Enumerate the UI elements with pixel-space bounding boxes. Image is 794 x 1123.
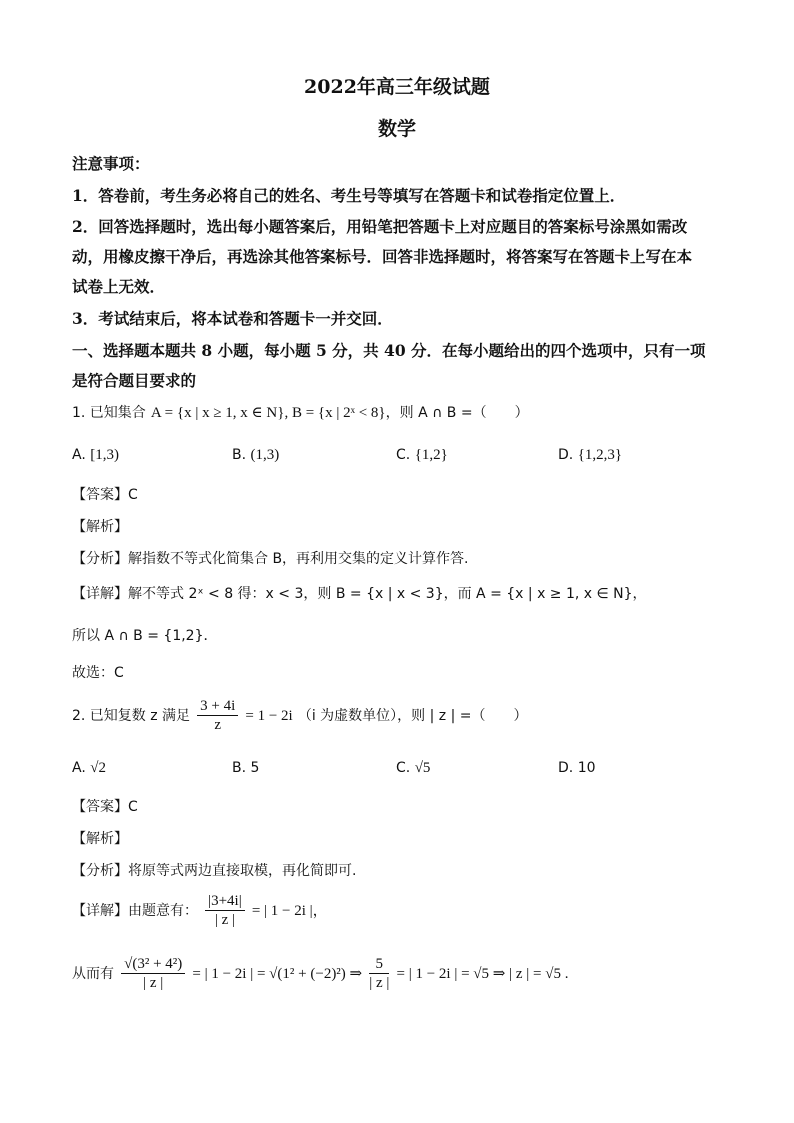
fraction-denominator: z (214, 717, 222, 733)
final-middle: = | 1 − 2i | = √(1² + (−2)²) ⇒ (192, 966, 363, 982)
question-2-option-c (396, 760, 430, 777)
option-value: √5 (414, 760, 431, 776)
option-value: √2 (90, 760, 106, 776)
option-label: A. (72, 760, 86, 776)
question-2-fenxi (72, 860, 356, 880)
final-fraction-2 (369, 955, 389, 992)
question-1-set-b: , B = {x | 2ˣ < 8} (284, 405, 386, 421)
detail-tag: 【详解】 (72, 903, 128, 919)
question-1-fenxi (72, 548, 469, 568)
question-1-detail-conclusion: 所以 A ∩ B = {1,2}． (72, 628, 218, 644)
question-1-option-c (396, 447, 448, 464)
option-value: 10 (577, 760, 596, 776)
final-end: = | 1 − 2i | = √5 ⇒ | z | = √5 . (396, 966, 569, 982)
question-2-prefix: 2. 已知复数 z 满足 (72, 708, 191, 724)
question-2-suffix: （i 为虚数单位），则 | z | =（ ） (297, 708, 528, 724)
option-label: C. (396, 447, 411, 463)
answer-tag: 【答案】 (72, 799, 128, 815)
fraction-numerator: 3 + 4i (197, 697, 238, 716)
question-1-suffix: ，则 A ∩ B =（ ） (385, 405, 529, 421)
detail-fraction (205, 892, 245, 929)
notes-item-1: 1．答卷前，考生务必将自己的姓名、考生号等填写在答题卡和试卷指定位置上． (72, 186, 626, 205)
question-1-option-d (558, 447, 622, 464)
question-2-option-d (558, 760, 596, 776)
question-1-answer (72, 484, 138, 504)
option-value: {1,2,3} (577, 447, 623, 463)
option-value: [1,3) (90, 447, 119, 463)
final-fraction-1 (121, 955, 185, 992)
answer-value: C (128, 487, 138, 503)
notes-item-3: 3．考试结束后，将本试卷和答题卡一并交回． (72, 309, 393, 328)
detail-tag: 【详解】 (72, 586, 128, 602)
fraction-denominator: | z | (143, 975, 164, 991)
question-2-stem (72, 697, 527, 734)
fraction-numerator: |3+4i| (205, 892, 245, 911)
option-label: A. (72, 447, 86, 463)
question-1-set-a: A = {x | x ≥ 1, x ∈ N} (150, 405, 285, 421)
question-2-final (72, 955, 568, 992)
question-1-option-b (232, 447, 279, 464)
question-2-fraction (197, 697, 238, 734)
section-heading-line-2: 是符合题目要求的 (72, 371, 197, 390)
section-heading-line-1: 一、选择题本题共 8 小题，每小题 5 分，共 40 分．在每小题给出的四个选项中，只有一项 (72, 341, 706, 360)
fenxi-tag: 【分析】 (72, 551, 128, 567)
answer-value: C (128, 799, 138, 815)
fenxi-text: 将原等式两边直接取模，再化简即可. (128, 863, 357, 879)
answer-tag: 【答案】 (72, 487, 128, 503)
fenxi-text: 解指数不等式化简集合 B，再利用交集的定义计算作答. (128, 551, 469, 567)
option-label: D. (558, 447, 574, 463)
question-2-detail (72, 892, 328, 929)
detail-text: 解不等式 2ˣ < 8 得：x < 3，则 B = {x | x < 3}，而 A = {x | x ≥ 1, x ∈ N}， (128, 586, 647, 602)
final-prefix: 从而有 (72, 966, 114, 982)
option-value: 5 (250, 760, 260, 776)
question-2-rhs: = 1 − 2i (245, 708, 293, 724)
option-label: D. (558, 760, 574, 776)
option-value: (1,3) (250, 447, 280, 463)
option-label: C. (396, 760, 411, 776)
option-label: B. (232, 447, 247, 463)
fraction-numerator: √(3² + 4²) (121, 955, 185, 974)
fraction-denominator: | z | (214, 912, 235, 928)
page-title: 2022年高三年级试题 (304, 76, 490, 98)
fraction-numerator: 5 (369, 955, 389, 974)
option-value: {1,2} (414, 447, 448, 463)
question-1-option-a (72, 447, 119, 464)
question-1-choose: 故选：C (72, 665, 124, 681)
question-1-stem (72, 402, 529, 422)
question-2-option-b (232, 760, 259, 776)
question-1-detail (72, 583, 647, 603)
notes-item-2-line-2: 动，用橡皮擦干净后，再选涂其他答案标号．回答非选择题时，将答案写在答题卡上写在本 (72, 247, 693, 266)
detail-prefix: 由题意有： (128, 903, 198, 919)
notes-heading: 注意事项： (72, 154, 150, 173)
question-1-prefix: 1. 已知集合 (72, 405, 146, 421)
question-1-analysis-tag: 【解析】 (72, 519, 128, 535)
fraction-denominator: | z | (369, 975, 390, 991)
notes-item-2-line-3: 试卷上无效． (72, 277, 166, 296)
question-2-analysis-tag: 【解析】 (72, 831, 128, 847)
option-label: B. (232, 760, 247, 776)
question-2-answer (72, 796, 138, 816)
notes-item-2-line-1: 2．回答选择题时，选出每小题答案后，用铅笔把答题卡上对应题目的答案标号涂黑如需改 (72, 217, 688, 236)
page-subtitle: 数学 (377, 118, 416, 140)
question-2-option-a (72, 760, 106, 777)
detail-rhs: = | 1 − 2i |， (251, 903, 328, 919)
fenxi-tag: 【分析】 (72, 863, 128, 879)
